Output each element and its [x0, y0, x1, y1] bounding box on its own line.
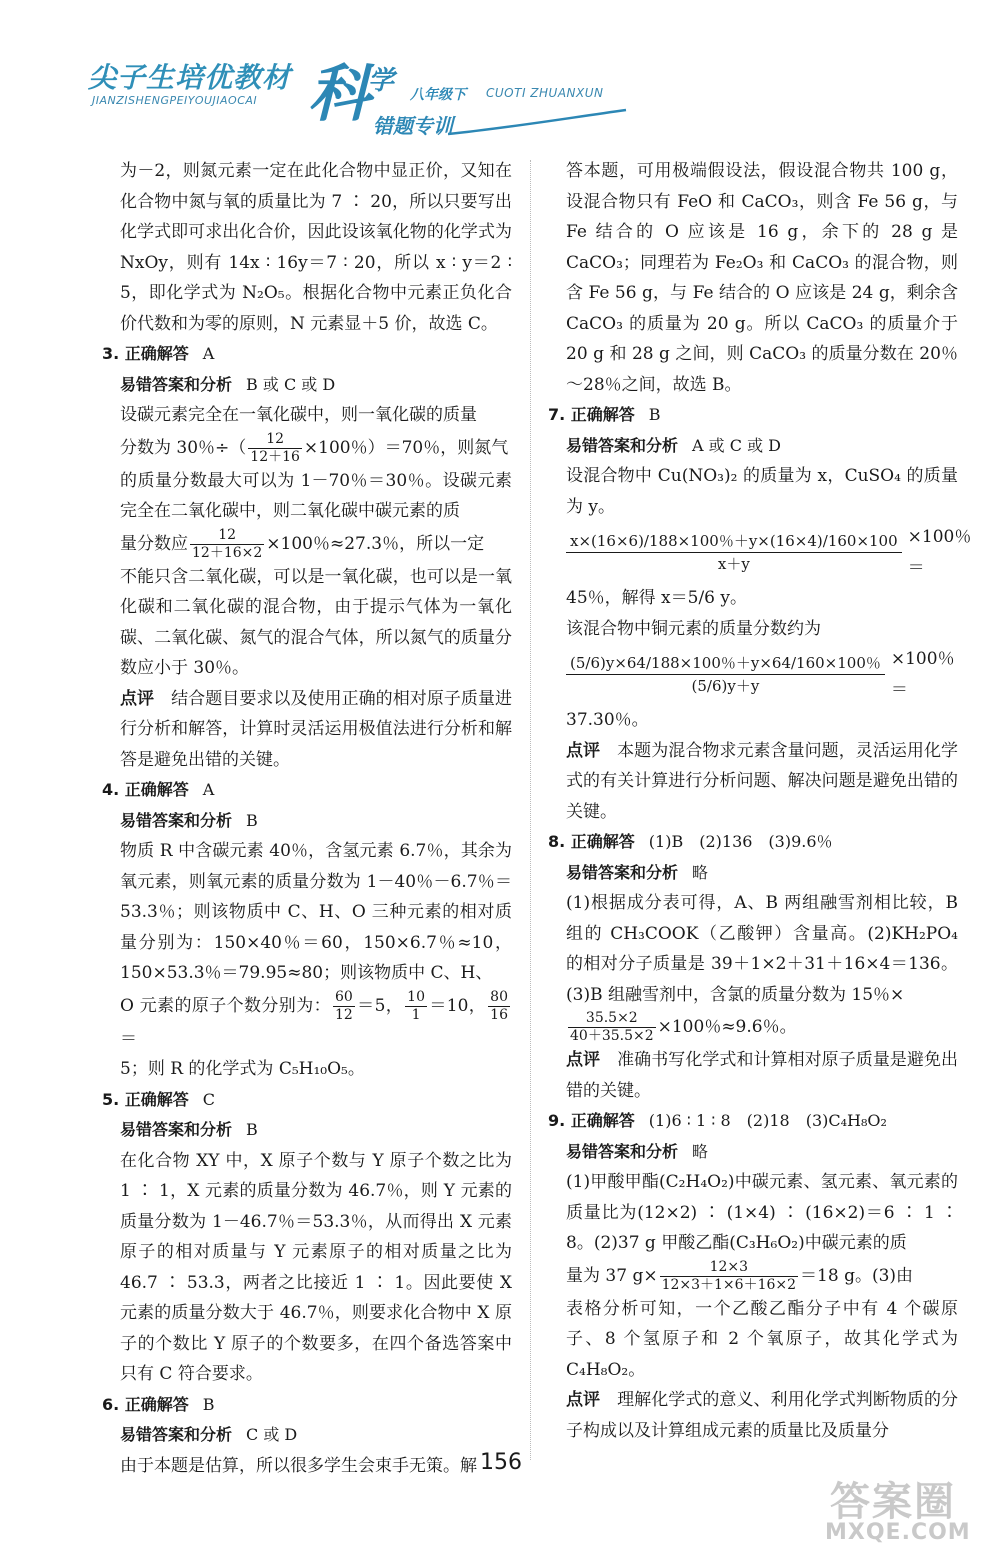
formula-line — [102, 989, 512, 1055]
paragraph: 37.30％。 — [566, 710, 649, 730]
wrong-answer: B — [246, 810, 258, 830]
question-number: 4. 正确解答 — [102, 780, 189, 799]
numerator: 60 — [334, 988, 353, 1005]
wrong-label: 易错答案和分析 — [566, 435, 679, 455]
text-run: ×100％）＝70％，则氮气 — [303, 437, 509, 458]
series-title: 尖子生培优教材 — [88, 61, 292, 94]
wrong-label: 易错答案和分析 — [120, 810, 233, 830]
question-number: 6. 正确解答 — [102, 1394, 189, 1414]
text-run: ＝5， — [356, 995, 404, 1016]
question-7 — [548, 400, 972, 827]
text-run: ＝18 g。(3)由 — [800, 1265, 914, 1286]
paragraph: 在化合物 XY 中，X 原子个数与 Y 原子个数之比为 1 ∶ 1，X 元素的质量分数为 46.7％，则 Y 元素的质量分数为 1－46.7％＝53.3％，从而得出 X 元素原子的相对质量与 Y 元素原子的相对质量之比为 46.7 ∶ 53.3，两者之比接近 1 ∶ 1。因此要使 X 元素的质量分数大于 46.7％，则要求化合物中 X 原子的个数比 Y 原子的个数要多，在四个备选答案中只有 C 符合要求。 — [120, 1150, 512, 1384]
text-run: O 元素的原子个数分别为： — [120, 995, 331, 1016]
fraction — [568, 1010, 656, 1045]
review-label: 点评 — [566, 1390, 601, 1410]
review-text: 本题为混合物求元素含量问题，灵活运用化学式的有关计算进行分析问题、解决问题是避免出错的关键。 — [566, 740, 959, 822]
correct-answer: (1)B (2)136 (3)9.6％ — [648, 832, 833, 851]
wrong-label: 易错答案和分析 — [566, 1141, 679, 1161]
text-run: ＝10， — [428, 995, 487, 1016]
denominator: 12＋16 — [250, 448, 300, 465]
denominator: 12＋16×2 — [192, 544, 263, 561]
question-number: 5. 正确解答 — [102, 1089, 189, 1109]
denominator: x＋y — [717, 555, 750, 573]
paragraph: 答本题，可用极端假设法，假设混合物共 100 g，设混合物只有 FeO 和 CaCO₃，则含 Fe 56 g，与 Fe 结合的 O 应该是 16 g，余下的 28 g 是 CaCO₃；同理若为 Fe₂O₃ 和 CaCO₃ 的混合物，则含 Fe 56 g，与 Fe 结合的 O 应该是 24 g，剩余含 CaCO₃ 的质量为 20 g。所以 CaCO₃ 的质量介于 20 g 和 28 g 之间，则 CaCO₃ 的质量分数在 20％～28％之间，故选 B。 — [566, 161, 958, 395]
subject-title: 科 — [308, 57, 371, 130]
question-number: 7. 正确解答 — [548, 405, 635, 424]
paragraph: 由于本题是估算，所以很多学生会束手无策。解 — [120, 1455, 477, 1476]
subject-title-2: 学 — [368, 66, 395, 96]
review — [548, 1045, 958, 1106]
paragraph: 为－2，则氮元素一定在此化合物中显正价，又知在化合物中氮与氧的质量比为 7 ∶ 20，所以只要写出化学式即可求出化合价，因此设该氧化物的化学式为 NxOy，则有 14x ∶ 16y＝7 ∶ 20，所以 x ∶ y＝2 ∶ 5，即化学式为 N₂O₅。根据化合物中元素正负化合价代数和为零的原则，N 元素显＋5 价，故选 C。 — [120, 161, 512, 334]
correct-answer: C — [202, 1089, 216, 1109]
text-run: ×100％≈9.6％。 — [657, 1017, 797, 1037]
review-text: 准确书写化学式和计算相对原子质量是避免出错的关键。 — [566, 1050, 959, 1101]
wrong-answer: 略 — [692, 862, 709, 882]
question-3 — [102, 339, 512, 775]
numerator: 35.5×2 — [568, 1010, 656, 1028]
series-pinyin: JIANZISHENGPEIYOUJIAOCAI — [92, 94, 258, 107]
equation — [548, 522, 972, 583]
correct-answer: B — [648, 405, 661, 424]
text-run: 量为 37 g× — [566, 1265, 658, 1286]
cuoti-pinyin: CUOTI ZHUANXUN — [486, 86, 604, 100]
book-header — [88, 50, 648, 142]
numerator: x×(16×6)/188×100％＋y×(16×4)/160×100 — [566, 530, 902, 553]
correct-answer: B — [202, 1394, 215, 1414]
numerator: 10 — [407, 988, 425, 1005]
paragraph: 设碳元素完全在一氧化碳中，则一氧化碳的质量 — [120, 405, 477, 425]
paragraph: 该混合物中铜元素的质量分数约为 — [566, 618, 821, 639]
review-text: 结合题目要求以及使用正确的相对原子质量进行分析和解答，计算时灵活运用极值法进行分析和解答是避免出错的关键。 — [120, 688, 513, 770]
review-text: 理解化学式的意义、利用化学式判断物质的分子构成以及计算组成元素的质量比及质量分 — [566, 1390, 959, 1441]
question-number: 3. 正确解答 — [102, 344, 189, 363]
paragraph: 5；则 R 的化学式为 C₅H₁₀O₅。 — [120, 1059, 365, 1079]
text-run: 分数为 30％÷（ — [120, 437, 247, 458]
formula-line — [548, 1259, 958, 1294]
question-5 — [102, 1085, 512, 1390]
denominator: 12 — [334, 1006, 353, 1023]
denominator: (5/6)y＋y — [691, 677, 760, 695]
review — [548, 736, 958, 828]
paragraph: 不能只含二氧化碳，可以是一氧化碳，也可以是一氧化碳和二氧化碳的混合物，由于提示气体为一氧化碳、二氧化碳、氮气的混合气体，所以氮气的质量分数应小于 30％。 — [120, 566, 512, 678]
fraction — [566, 530, 902, 575]
correct-answer: A — [202, 344, 215, 363]
paragraph: (1)甲酸甲酯(C₂H₄O₂)中碳元素、氢元素、氧元素的质量比为(12×2) ∶ (1×4) ∶ (16×2)＝6 ∶ 1 ∶ 8。(2)37 g 甲酸乙酯(C₃H₆O₂)中碳元素的质 — [566, 1172, 958, 1253]
question-number: 9. 正确解答 — [548, 1111, 635, 1130]
denominator: 16 — [490, 1006, 508, 1023]
text-run: 量分数应 — [120, 533, 188, 554]
formula-line — [102, 431, 512, 466]
review-label: 点评 — [566, 1050, 601, 1070]
fraction — [488, 989, 510, 1024]
paragraph: 45％，解得 x＝5/6 y。 — [566, 588, 747, 608]
zhuanxun-label: 错题专训 — [373, 114, 453, 138]
numerator: 12 — [248, 431, 302, 449]
formula-line — [548, 1010, 958, 1045]
text-run: ×100％＝ — [907, 527, 972, 578]
paragraph: 表格分析可知，一个乙酸乙酯分子中有 4 个碳原子、8 个氢原子和 2 个氧原子，故其化学式为C₄H₈O₂。 — [566, 1298, 958, 1380]
review — [548, 1385, 958, 1446]
wrong-answer: B — [246, 1120, 258, 1139]
watermark-logo: 答案圈 — [830, 1479, 956, 1525]
text-run: ×100％＝ — [890, 649, 955, 700]
right-column — [548, 156, 972, 1446]
left-column — [102, 156, 512, 1481]
fraction — [660, 1259, 798, 1294]
numerator: 80 — [490, 988, 508, 1005]
formula-line — [102, 527, 512, 562]
paragraph: (1)根据成分表可得，A、B 两组融雪剂相比较，B 组的 CH₃COOK（乙酸钾）含量高。(2)KH₂PO₄ 的相对分子质量是 39＋1×2＋31＋16×4＝136。(3)B 组融雪剂中，含氯的质量分数为 15％× — [566, 893, 958, 1005]
paragraph: 的质量分数最大可以为 1－70％＝30％。设碳元素完全在二氧化碳中，则二氧化碳中碳元素的质 — [120, 470, 512, 521]
question-9 — [548, 1106, 958, 1446]
question-8 — [548, 827, 958, 1106]
watermark-url: MXQE.COM — [825, 1520, 971, 1545]
equation — [548, 644, 958, 705]
page-number: 156 — [480, 1450, 522, 1475]
review — [102, 684, 512, 776]
text-run: ＝ — [120, 1028, 137, 1049]
wrong-answer: B 或 C 或 D — [246, 374, 336, 394]
denominator: 1 — [411, 1006, 421, 1023]
grade-label: 八年级下 — [410, 87, 466, 103]
wrong-label: 易错答案和分析 — [566, 862, 679, 882]
question-6 — [102, 1390, 512, 1482]
numerator: (5/6)y×64/188×100％＋y×64/160×100％ — [566, 652, 885, 675]
wrong-answer: A 或 C 或 D — [692, 435, 781, 455]
numerator: 12×3 — [660, 1259, 798, 1277]
wrong-label: 易错答案和分析 — [120, 374, 233, 394]
denominator: 40＋35.5×2 — [570, 1028, 654, 1044]
correct-answer: A — [202, 780, 215, 799]
correct-answer: (1)6 ∶ 1 ∶ 8 (2)18 (3)C₄H₈O₂ — [648, 1111, 887, 1130]
numerator: 12 — [190, 527, 264, 545]
text-run: ×100％≈27.3％，所以一定 — [266, 533, 485, 554]
fraction — [190, 527, 264, 562]
paragraph: 设混合物中 Cu(NO₃)₂ 的质量为 x，CuSO₄ 的质量为 y。 — [566, 466, 958, 517]
review-label: 点评 — [120, 688, 155, 709]
fraction — [333, 989, 355, 1024]
swoosh-decoration — [448, 108, 628, 138]
fraction — [405, 989, 427, 1024]
fraction — [566, 652, 885, 697]
wrong-label: 易错答案和分析 — [120, 1425, 233, 1444]
review-label: 点评 — [566, 740, 601, 761]
wrong-answer: C 或 D — [246, 1425, 298, 1444]
fraction — [248, 431, 302, 466]
question-4 — [102, 775, 512, 1085]
column-divider — [530, 160, 531, 1460]
paragraph: 物质 R 中含碳元素 40％，含氢元素 6.7％，其余为氧元素，则氧元素的质量分数为 1－40％－6.7％＝53.3％；则该物质中 C、H、O 三种元素的相对质量分别为：150×40％＝60，150×6.7％≈10，150×53.3％＝79.95≈80；则该物质中 C、H、 — [120, 841, 512, 983]
denominator: 12×3＋1×6＋16×2 — [661, 1276, 797, 1293]
wrong-label: 易错答案和分析 — [120, 1120, 233, 1139]
question-number: 8. 正确解答 — [548, 832, 635, 851]
wrong-answer: 略 — [692, 1141, 709, 1161]
